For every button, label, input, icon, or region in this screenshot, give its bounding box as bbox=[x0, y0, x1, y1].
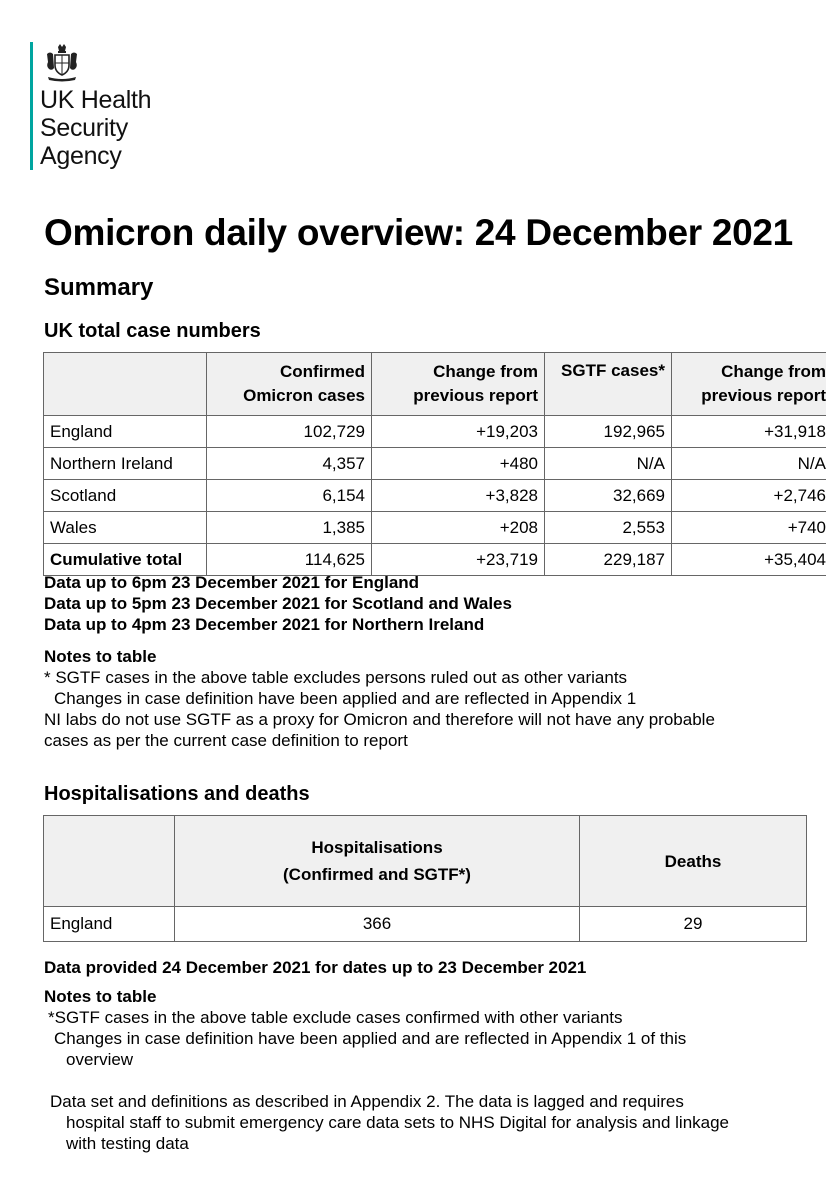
hospitalisations-extra-notes bbox=[44, 1091, 729, 1154]
sgtf-change-cell: N/A bbox=[672, 448, 826, 480]
logo-wordmark bbox=[40, 86, 151, 170]
table-row bbox=[44, 448, 826, 480]
region-cell: Wales bbox=[44, 512, 207, 544]
note-line: with testing data bbox=[66, 1134, 189, 1153]
notes-heading: Notes to table bbox=[44, 647, 157, 666]
hospitalisations-heading: Hospitalisations and deaths bbox=[44, 783, 310, 805]
sgtf-change-cell: +35,404 bbox=[672, 544, 826, 576]
header-sgtf: SGTF cases* bbox=[545, 353, 672, 416]
note-line: overview bbox=[66, 1050, 134, 1069]
header-cell-empty bbox=[44, 353, 207, 416]
change-cell: +480 bbox=[372, 448, 545, 480]
sgtf-change-cell: +740 bbox=[672, 512, 826, 544]
header-deaths: Deaths bbox=[580, 816, 807, 907]
region-cell: England bbox=[44, 907, 175, 942]
confirmed-cell: 102,729 bbox=[207, 416, 372, 448]
table-header-row bbox=[44, 353, 826, 416]
change-cell: +19,203 bbox=[372, 416, 545, 448]
region-cell: Northern Ireland bbox=[44, 448, 207, 480]
total-row bbox=[44, 544, 826, 576]
case-numbers-heading: UK total case numbers bbox=[44, 320, 261, 342]
case-numbers-table bbox=[43, 352, 826, 576]
header-change: Change from previous report bbox=[372, 353, 545, 416]
logo-line: UK Health bbox=[40, 86, 152, 114]
note-line: cases as per the current case definition to report bbox=[44, 731, 408, 750]
data-note: Data up to 6pm 23 December 2021 for England bbox=[44, 573, 420, 592]
sgtf-change-cell: +2,746 bbox=[672, 480, 826, 512]
table-row bbox=[44, 480, 826, 512]
hospitalisations-table-notes bbox=[44, 986, 686, 1070]
case-table-notes bbox=[44, 646, 715, 751]
note-line: *SGTF cases in the above table exclude cases confirmed with other variants bbox=[48, 1008, 623, 1027]
summary-heading: Summary bbox=[44, 274, 154, 301]
royal-coat-of-arms-icon bbox=[44, 44, 80, 84]
region-cell: Cumulative total bbox=[44, 544, 207, 576]
header-hospitalisations: Hospitalisations (Confirmed and SGTF*) bbox=[175, 816, 580, 907]
note-line: Data set and definitions as described in Appendix 2. The data is lagged and requires bbox=[50, 1092, 684, 1111]
data-note: Data up to 5pm 23 December 2021 for Scotland and Wales bbox=[44, 594, 512, 613]
sgtf-cell: 192,965 bbox=[545, 416, 672, 448]
logo-line: Security bbox=[40, 114, 128, 142]
notes-heading: Notes to table bbox=[44, 987, 157, 1006]
table-row bbox=[44, 512, 826, 544]
table-row bbox=[44, 416, 826, 448]
change-cell: +208 bbox=[372, 512, 545, 544]
deaths-cell: 29 bbox=[580, 907, 807, 942]
hospitalisations-cell: 366 bbox=[175, 907, 580, 942]
sgtf-cell: 229,187 bbox=[545, 544, 672, 576]
change-cell: +23,719 bbox=[372, 544, 545, 576]
data-note: Data up to 4pm 23 December 2021 for Northern Ireland bbox=[44, 615, 485, 634]
logo-accent-bar bbox=[30, 42, 33, 170]
note-line: Changes in case definition have been applied and are reflected in Appendix 1 bbox=[54, 689, 637, 708]
sgtf-change-cell: +31,918 bbox=[672, 416, 826, 448]
table-row bbox=[44, 907, 807, 942]
note-line: Changes in case definition have been applied and are reflected in Appendix 1 of this bbox=[54, 1029, 687, 1048]
sgtf-cell: 32,669 bbox=[545, 480, 672, 512]
note-line: * SGTF cases in the above table excludes persons ruled out as other variants bbox=[44, 668, 628, 687]
logo-line: Agency bbox=[40, 142, 122, 170]
case-data-notes bbox=[44, 572, 512, 635]
change-cell: +3,828 bbox=[372, 480, 545, 512]
hospitalisations-table bbox=[43, 815, 807, 942]
hospitalisations-data-note bbox=[44, 957, 586, 978]
header-cell-empty bbox=[44, 816, 175, 907]
note-line: hospital staff to submit emergency care data sets to NHS Digital for analysis and linkage bbox=[66, 1113, 730, 1132]
table-header-row bbox=[44, 816, 807, 907]
note-line: NI labs do not use SGTF as a proxy for Omicron and therefore will not have any probable bbox=[44, 710, 715, 729]
confirmed-cell: 4,357 bbox=[207, 448, 372, 480]
confirmed-cell: 114,625 bbox=[207, 544, 372, 576]
sgtf-cell: N/A bbox=[545, 448, 672, 480]
page-title: Omicron daily overview: 24 December 2021 bbox=[44, 212, 793, 253]
confirmed-cell: 6,154 bbox=[207, 480, 372, 512]
data-note: Data provided 24 December 2021 for dates up to 23 December 2021 bbox=[44, 958, 587, 977]
sgtf-cell: 2,553 bbox=[545, 512, 672, 544]
header-confirmed: Confirmed Omicron cases bbox=[207, 353, 372, 416]
confirmed-cell: 1,385 bbox=[207, 512, 372, 544]
region-cell: Scotland bbox=[44, 480, 207, 512]
header-sgtf-change: Change from previous report bbox=[672, 353, 826, 416]
region-cell: England bbox=[44, 416, 207, 448]
